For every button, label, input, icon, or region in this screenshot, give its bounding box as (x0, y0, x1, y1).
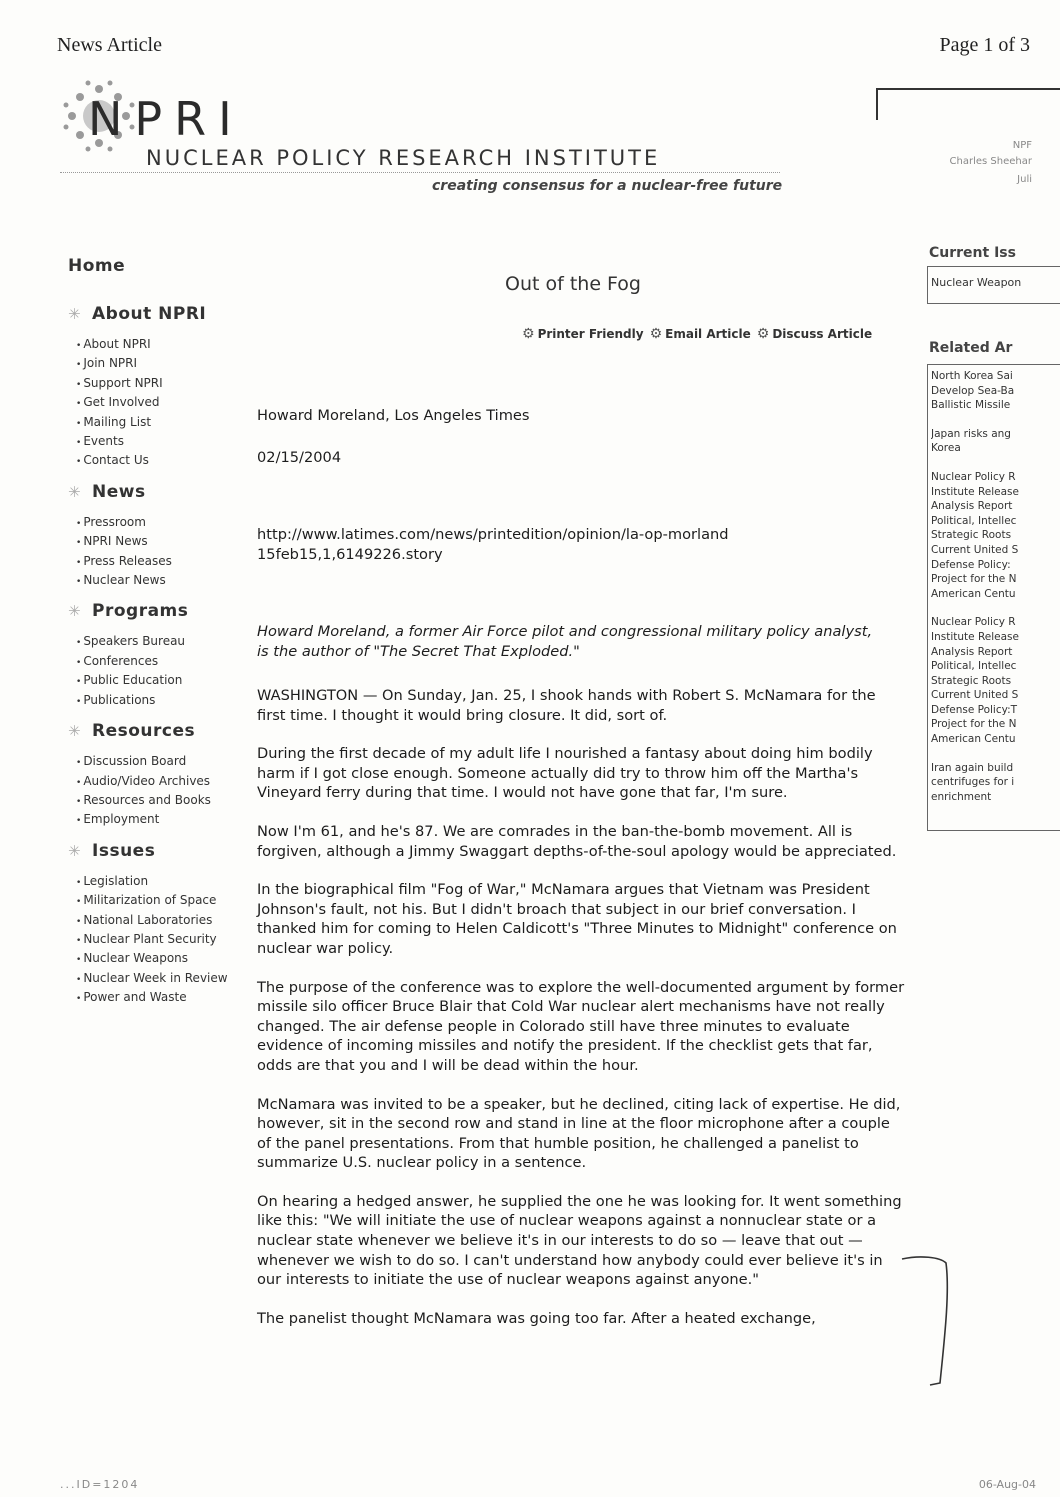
nav-heading-news[interactable] (68, 482, 238, 502)
related-article-link[interactable]: Japan risks ang Korea (931, 427, 1011, 455)
nav-heading-label: Programs (92, 601, 189, 622)
nav-item-pressroom[interactable]: • Pressroom (76, 514, 238, 533)
asterisk-icon: ✳ (68, 305, 82, 323)
article-intro: Howard Moreland, a former Air Force pilot and congressional military policy analyst, is the author of "The Secret That Exploded." (257, 623, 873, 660)
nav-item-nuclear-weapons[interactable]: • Nuclear Weapons (76, 950, 238, 969)
left-navigation (68, 256, 238, 1019)
print-footer-date: 06-Aug-04 (978, 1478, 1036, 1491)
email-article-label: Email Article (665, 327, 751, 341)
top-right-fragment: Juli (1017, 174, 1032, 185)
nav-item-contact-us[interactable]: • Contact Us (76, 452, 238, 471)
nav-item-support-npri[interactable]: • Support NPRI (76, 375, 238, 394)
discuss-icon: ⚙ (756, 326, 770, 342)
nav-item-nuclear-plant-security[interactable]: • Nuclear Plant Security (76, 931, 238, 950)
nav-heading-label: Resources (92, 721, 196, 742)
sidebar-related-articles-heading: Related Ar (929, 340, 1013, 356)
handwritten-bracket-mark (900, 1253, 960, 1393)
logo-organization-name: NUCLEAR POLICY RESEARCH INSTITUTE (146, 146, 661, 170)
nav-item-audio-video-archives[interactable]: • Audio/Video Archives (76, 773, 238, 792)
asterisk-icon: ✳ (68, 602, 82, 621)
related-article-link[interactable]: Nuclear Policy R Institute Release Analysis Report Political, Intellec Strategic Roots Current United S Defense Policy: Project for the N American Centu (931, 470, 1019, 600)
nav-section-programs (68, 601, 238, 711)
related-article-link[interactable]: North Korea Sai Develop Sea-Ba Ballistic Missile (931, 370, 1015, 412)
logo-tagline: creating consensus for a nuclear-free future (432, 178, 783, 194)
related-article-link[interactable]: Nuclear Policy R Institute Release Analysis Report Political, Intellec Strategic Roots Current United S Defense Policy:T Project for the N American Centu (931, 616, 1019, 746)
nav-section-news (68, 482, 238, 592)
top-right-fragment: Charles Sheehar (949, 156, 1032, 167)
top-right-fragment: NPF (1012, 140, 1032, 151)
nav-item-join-npri[interactable]: • Join NPRI (76, 355, 238, 374)
printer-friendly-link[interactable] (522, 326, 644, 342)
nav-item-speakers-bureau[interactable]: • Speakers Bureau (76, 633, 238, 652)
article-paragraph: McNamara was invited to be a speaker, but he declined, citing lack of expertise. He did, however, sit in the second row and stand in line at the floor microphone after a couple of the panel presentations. From that humble position, he challenged a panelist to summarize U.S. nuclear policy in a sentence. (257, 1095, 901, 1172)
nav-item-nuclear-news[interactable]: • Nuclear News (76, 572, 238, 591)
nav-heading-issues[interactable] (68, 841, 238, 861)
nav-item-discussion-board[interactable]: • Discussion Board (76, 753, 238, 772)
article-tools (522, 326, 872, 342)
asterisk-icon: ✳ (68, 841, 82, 860)
nav-item-about-npri[interactable]: • About NPRI (76, 336, 238, 355)
nav-home-link[interactable]: Home (68, 256, 126, 276)
nav-section-issues (68, 841, 238, 1009)
nav-item-resources-and-books[interactable]: • Resources and Books (76, 792, 238, 811)
article-source-url[interactable]: http://www.latimes.com/news/printedition/opinion/la-op-morland15feb15,1,6149226.story (257, 526, 729, 563)
nav-item-mailing-list[interactable]: • Mailing List (76, 414, 238, 433)
top-right-box (876, 88, 1060, 120)
article-paragraph: The panelist thought McNamara was going too far. After a heated exchange, (257, 1309, 816, 1327)
article-paragraph: The purpose of the conference was to explore the well-documented argument by former missile silo officer Bruce Blair that Cold War nuclear alert mechanisms have not really changed. The air defense people in Colorado still have three minutes to evaluate evidence of incoming missiles and notify the president. If the checklist gets that far, odds are that you and I will be dead within the hour. (257, 978, 905, 1074)
nav-heading-resources[interactable] (68, 721, 238, 741)
article-paragraph: In the biographical film "Fog of War," McNamara argues that Vietnam was President Johnson's fault, not his. But I didn't broach that subject in our brief conversation. I thanked him for coming to Helen Caldicott's "Three Minutes to Midnight" conference on nuclear war policy. (257, 881, 897, 957)
printer-friendly-label: Printer Friendly (537, 327, 644, 341)
nav-item-npri-news[interactable]: • NPRI News (76, 533, 238, 552)
logo-divider (60, 172, 780, 173)
article-paragraph: During the first decade of my adult life I nourished a fantasy about doing him bodily harm if I got close enough. Someone actually did try to throw him off the Martha's Vineyard ferry during that time. I would not have gone that far, I'm sure. (257, 745, 873, 802)
email-article-link[interactable] (650, 326, 751, 342)
asterisk-icon: ✳ (68, 482, 82, 501)
article-paragraph: On hearing a hedged answer, he supplied the one he was looking for. It went something like this: "We will initiate the use of nuclear weapons against a nonnuclear state or a nuclear state whenever we believe it's in our interests to do so — leave that out — whenever we wish to do so. I can't understand how anybody could ever believe it's in our interests to initiate the use of nuclear weapons against anyone." (257, 1192, 902, 1289)
nav-item-press-releases[interactable]: • Press Releases (76, 553, 238, 572)
article-title: Out of the Fog (505, 273, 641, 295)
discuss-article-label: Discuss Article (772, 327, 873, 341)
nav-heading-programs[interactable] (68, 601, 238, 621)
printer-icon: ⚙ (522, 326, 535, 342)
nav-item-legislation[interactable]: • Legislation (76, 873, 238, 892)
nav-item-nuclear-week-in-review[interactable]: • Nuclear Week in Review (76, 970, 238, 989)
nav-section-about (68, 304, 238, 472)
nav-item-public-education[interactable]: • Public Education (76, 672, 238, 691)
discuss-article-link[interactable] (757, 326, 872, 342)
sidebar-current-issues-heading: Current Iss (929, 245, 1016, 261)
email-icon: ⚙ (649, 326, 663, 342)
print-header-title: News Article (57, 34, 162, 56)
nav-heading-label: About NPRI (92, 304, 207, 324)
nav-heading-label: Issues (92, 840, 156, 861)
article-body (257, 686, 907, 1347)
article-paragraph: WASHINGTON — On Sunday, Jan. 25, I shook hands with Robert S. McNamara for the first time. I thought it would bring closure. It did, sort of. (257, 687, 876, 724)
nav-item-get-involved[interactable]: • Get Involved (76, 394, 238, 413)
sidebar-current-issue-link[interactable]: Nuclear Weapon (931, 276, 1022, 289)
nav-item-power-and-waste[interactable]: • Power and Waste (76, 989, 238, 1008)
article-paragraph: Now I'm 61, and he's 87. We are comrades in the ban-the-bomb movement. All is forgiven, although a Jimmy Swaggart depths-of-the-soul apology would be appreciated. (257, 822, 897, 860)
print-footer-url: ...ID=1204 (60, 1478, 140, 1491)
sidebar-related-articles-list (931, 369, 1056, 818)
related-article-link[interactable]: Iran again build centrifuges for i enrichment (931, 761, 1015, 803)
nav-section-resources (68, 721, 238, 831)
nav-heading-label: News (92, 481, 146, 502)
asterisk-icon: ✳ (68, 722, 82, 741)
nav-heading-about[interactable] (68, 304, 238, 324)
nav-item-publications[interactable]: • Publications (76, 692, 238, 711)
article-byline: Howard Moreland, Los Angeles Times (257, 407, 530, 424)
nav-item-events[interactable]: • Events (76, 433, 238, 452)
print-page-number: Page 1 of 3 (939, 34, 1030, 56)
logo-letters[interactable]: NPRI (88, 92, 244, 146)
nav-item-national-laboratories[interactable]: • National Laboratories (76, 912, 238, 931)
nav-item-militarization-of-space[interactable]: • Militarization of Space (76, 892, 238, 911)
nav-item-conferences[interactable]: • Conferences (76, 653, 238, 672)
article-date: 02/15/2004 (257, 449, 342, 466)
nav-item-employment[interactable]: • Employment (76, 811, 238, 830)
